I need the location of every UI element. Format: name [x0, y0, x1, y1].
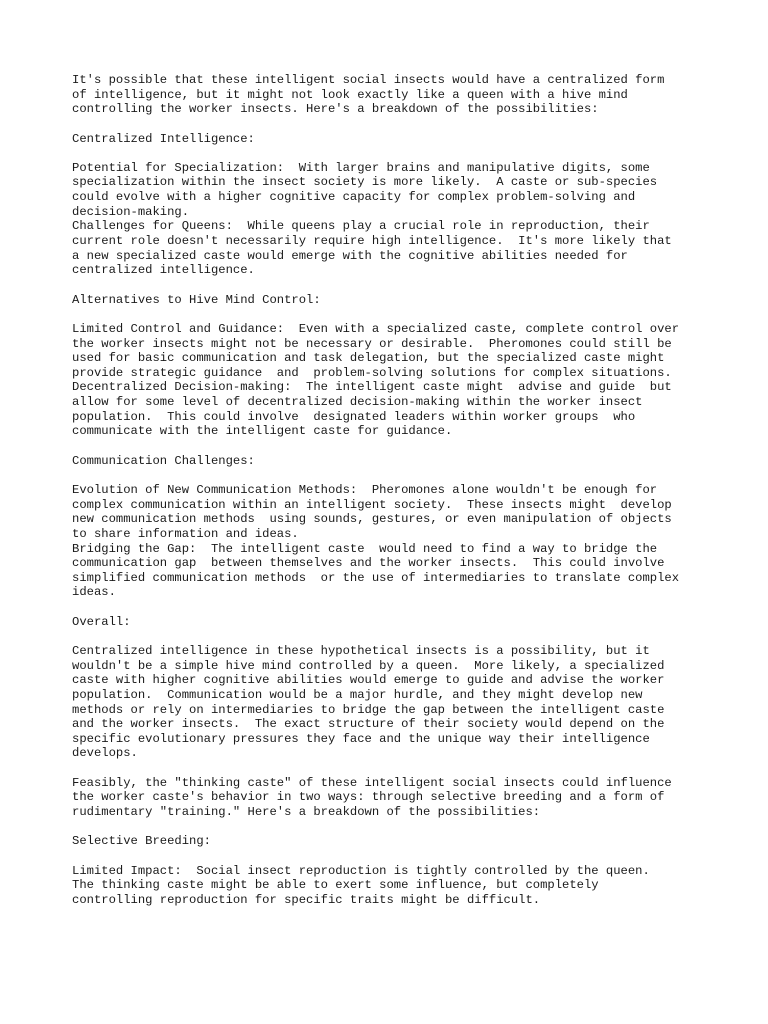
text-line: Communication Challenges: [72, 453, 255, 468]
text-line: and the worker insects. The exact structure of their society would depend on the [72, 717, 665, 732]
text-line: Evolution of New Communication Methods: Pheromones alone wouldn't be enough for [72, 482, 658, 497]
paragraph [72, 322, 712, 439]
text-line: Selective Breeding: [72, 834, 211, 849]
text-line: could evolve with a higher cognitive capacity for complex problem-solving and [72, 190, 636, 205]
text-line: Centralized intelligence in these hypothetical insects is a possibility, but it [72, 643, 650, 658]
text-line: population. Communication would be a major hurdle, and they might develop new [72, 687, 643, 702]
text-line: It's possible that these intelligent social insects would have a centralized form [72, 73, 665, 87]
text-line: allow for some level of decentralized decision-making within the worker insect [72, 395, 643, 410]
paragraph [72, 132, 712, 147]
text-line: new communication methods using sounds, gestures, or even manipulation of objects [72, 512, 672, 527]
paragraph [72, 834, 712, 849]
paragraph [72, 483, 712, 600]
text-line: the worker caste's behavior in two ways: through selective breeding and a form of [72, 790, 665, 805]
paragraph [72, 864, 712, 908]
text-line: provide strategic guidance and problem-solving solutions for complex situations. [72, 365, 672, 380]
text-line: Alternatives to Hive Mind Control: [72, 292, 321, 307]
text-line: Limited Control and Guidance: Even with a specialized caste, complete control over [72, 321, 680, 336]
text-line: the worker insects might not be necessary or desirable. Pheromones could still be [72, 336, 672, 351]
text-line: of intelligence, but it might not look exactly like a queen with a hive mind [72, 87, 628, 102]
text-line: Bridging the Gap: The intelligent caste would need to find a way to bridge the [72, 541, 658, 556]
text-line: ideas. [72, 585, 116, 600]
paragraph [72, 454, 712, 469]
paragraph [72, 293, 712, 308]
text-line: simplified communication methods or the use of intermediaries to translate complex [72, 570, 680, 585]
text-line: rudimentary "training." Here's a breakdown of the possibilities: [72, 805, 541, 820]
text-line: methods or rely on intermediaries to bridge the gap between the intelligent caste [72, 702, 665, 717]
paragraph [72, 644, 712, 761]
paragraph [72, 776, 712, 820]
text-line: specialization within the insect society is more likely. A caste or sub-species [72, 175, 658, 190]
document-body [72, 73, 712, 922]
text-line: centralized intelligence. [72, 263, 255, 278]
text-line: Potential for Specialization: With larger brains and manipulative digits, some [72, 160, 650, 175]
paragraph [72, 615, 712, 630]
paragraph [72, 73, 712, 117]
text-line: to share information and ideas. [72, 526, 299, 541]
text-line: complex communication within an intelligent society. These insects might develop [72, 497, 672, 512]
text-line: Limited Impact: Social insect reproduction is tightly controlled by the queen. [72, 863, 650, 878]
paragraph [72, 161, 712, 278]
text-line: a new specialized caste would emerge with the cognitive abilities needed for [72, 248, 628, 263]
text-line: controlling the worker insects. Here's a breakdown of the possibilities: [72, 102, 599, 117]
text-line: current role doesn't necessarily require high intelligence. It's more likely that [72, 234, 672, 249]
text-line: Challenges for Queens: While queens play a crucial role in reproduction, their [72, 219, 650, 234]
text-line: specific evolutionary pressures they face and the unique way their intelligence [72, 731, 650, 746]
text-line: Decentralized Decision-making: The intelligent caste might advise and guide but [72, 380, 672, 395]
text-line: develops. [72, 746, 138, 761]
text-line: The thinking caste might be able to exert some influence, but completely [72, 878, 599, 893]
text-line: wouldn't be a simple hive mind controlled by a queen. More likely, a specialized [72, 658, 665, 673]
text-line: Feasibly, the "thinking caste" of these intelligent social insects could influence [72, 775, 672, 790]
text-line: Overall: [72, 614, 131, 629]
text-line: controlling reproduction for specific traits might be difficult. [72, 892, 541, 907]
text-line: population. This could involve designated leaders within worker groups who [72, 409, 636, 424]
text-line: used for basic communication and task delegation, but the specialized caste might [72, 351, 665, 366]
text-line: decision-making. [72, 204, 190, 219]
text-line: caste with higher cognitive abilities would emerge to guide and advise the worker [72, 673, 665, 688]
text-line: communicate with the intelligent caste for guidance. [72, 424, 453, 439]
text-line: Centralized Intelligence: [72, 131, 255, 146]
text-line: communication gap between themselves and the worker insects. This could involve [72, 556, 665, 571]
